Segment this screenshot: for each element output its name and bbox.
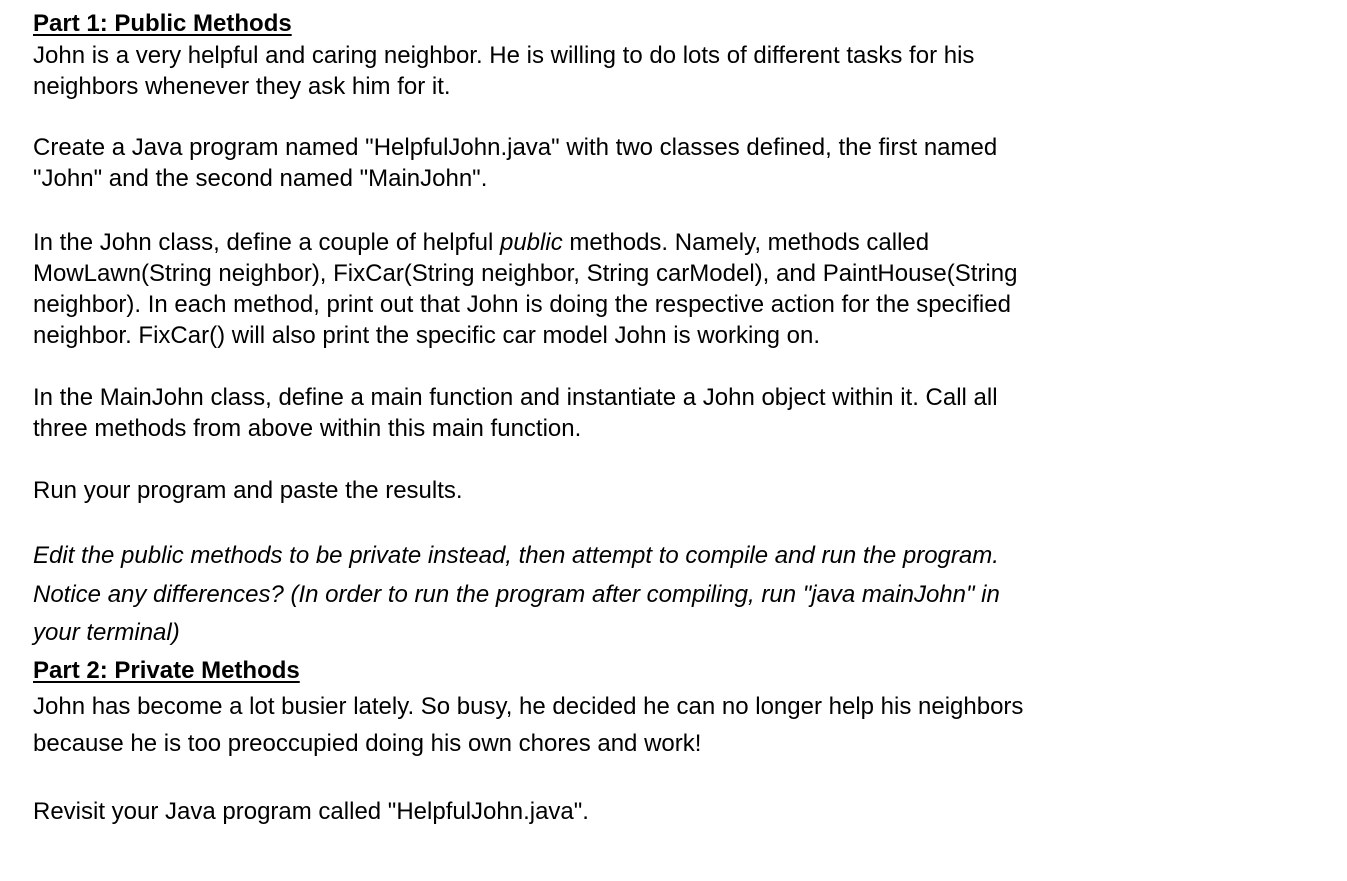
john-class-line-1-start: In the John class, define a couple of helpful xyxy=(33,229,500,256)
edit-private-line-2: Notice any differences? (In order to run the program after compiling, run "java mainJohn" in xyxy=(33,581,1000,608)
part1-heading: Part 1: Public Methods xyxy=(33,10,292,37)
part1-intro-line-1: John is a very helpful and caring neighbor. He is willing to do lots of different tasks for his xyxy=(33,42,975,69)
part2-intro-line-2: because he is too preoccupied doing his own chores and work! xyxy=(33,730,702,757)
john-class-line-3: neighbor). In each method, print out that John is doing the respective action for the specified xyxy=(33,291,1011,318)
part2-intro-line-1: John has become a lot busier lately. So busy, he decided he can no longer help his neighbors xyxy=(33,693,1024,720)
create-line-1: Create a Java program named "HelpfulJohn.java" with two classes defined, the first named xyxy=(33,134,998,161)
john-class-line-2: MowLawn(String neighbor), FixCar(String neighbor, String carModel), and PaintHouse(String xyxy=(33,260,1018,287)
edit-private-line-1: Edit the public methods to be private instead, then attempt to compile and run the program. xyxy=(33,542,999,569)
revisit-instruction: Revisit your Java program called "HelpfulJohn.java". xyxy=(33,798,589,825)
john-class-line-4: neighbor. FixCar() will also print the specific car model John is working on. xyxy=(33,322,820,349)
main-class-line-1: In the MainJohn class, define a main function and instantiate a John object within it. Call all xyxy=(33,384,998,411)
public-keyword: public xyxy=(499,229,563,256)
part2-heading: Part 2: Private Methods xyxy=(33,657,300,684)
run-instruction: Run your program and paste the results. xyxy=(33,477,463,504)
part1-intro-line-2: neighbors whenever they ask him for it. xyxy=(33,73,451,100)
main-class-line-2: three methods from above within this main function. xyxy=(33,415,582,442)
create-line-2: "John" and the second named "MainJohn". xyxy=(33,165,488,192)
john-class-line-1 xyxy=(33,228,929,258)
john-class-line-1-end: methods. Namely, methods called xyxy=(562,229,930,256)
edit-private-line-3: your terminal) xyxy=(33,619,180,646)
